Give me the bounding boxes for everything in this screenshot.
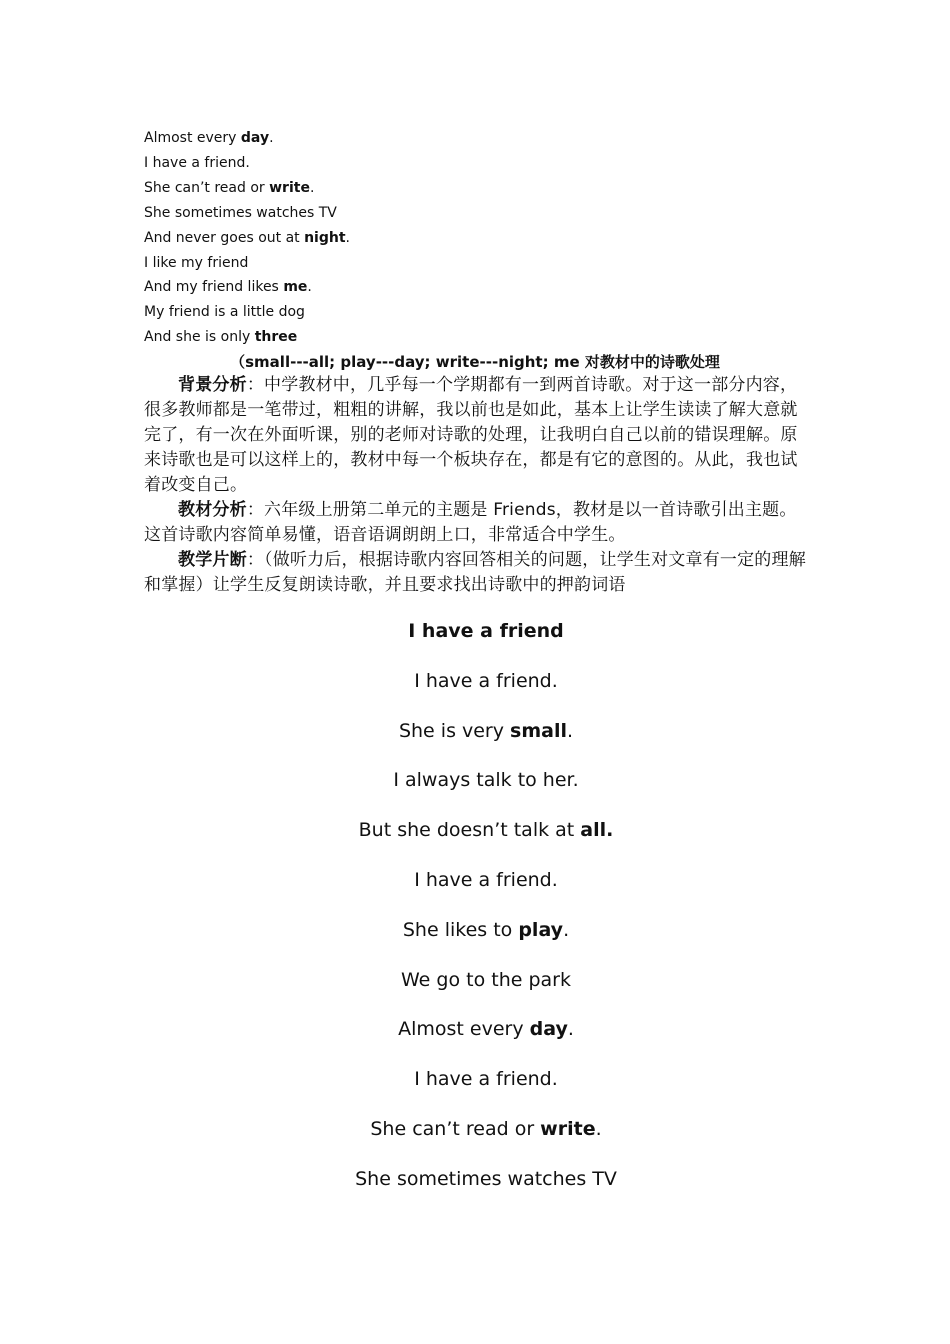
poem-line: And never goes out at night. [144, 229, 350, 246]
material-label: 教材分析 [178, 500, 247, 520]
poem-line: Almost every day. [398, 1018, 574, 1041]
poem-line: I have a friend. [414, 868, 558, 891]
poem-line: I have a friend. [414, 669, 558, 692]
section-heading: （small---all; play---day; write---night; me 对教材中的诗歌处理 [230, 353, 720, 371]
background-paragraph: 背景分析：中学教材中，几乎每一个学期都有一到两首诗歌。对于这一部分内容，很多教师都是一笔带过，粗粗的讲解，我以前也是如此，基本上让学生读读了解大意就完了，有一次在外面听课，别的老师对诗歌的处理，让我明白自己以前的错误理解。原来诗歌也是可以这样上的，教材中每一个板块存在，都是有它的意图的。从此，我也试着改变自己。 [144, 375, 798, 495]
analysis-section [144, 373, 806, 598]
poem-line: She sometimes watches TV [144, 204, 337, 221]
top-poem [144, 126, 804, 350]
poem-line: She is very small. [398, 719, 574, 742]
poem-line: I like my friend [144, 254, 249, 271]
material-paragraph: 教材分析：六年级上册第二单元的主题是 Friends，教材是以一首诗歌引出主题。这首诗歌内容简单易懂，语音语调朗朗上口，非常适合中学生。 [144, 500, 797, 545]
poem-line: And my friend likes me. [144, 279, 312, 296]
poem-line: I always talk to her. [393, 769, 579, 792]
poem-line: We go to the park [401, 968, 571, 991]
poem-line: My friend is a little dog [144, 304, 305, 321]
poem-line: I have a friend. [144, 154, 250, 171]
poem-line: But she doesn’t talk at all. [358, 819, 614, 842]
poem-line: She sometimes watches TV [355, 1167, 617, 1190]
poem-title: I have a friend [408, 620, 564, 642]
background-label: 背景分析 [178, 375, 247, 395]
poem-line: Almost every day. [144, 130, 274, 146]
center-poem [144, 607, 828, 1205]
poem-line: And she is only three [144, 329, 298, 346]
poem-line: She likes to play. [402, 918, 570, 941]
poem-line: She can’t read or write. [370, 1117, 602, 1140]
teaching-label: 教学片断 [178, 550, 247, 570]
poem-line: I have a friend. [414, 1068, 558, 1091]
poem-line: She can’t read or write. [144, 179, 315, 196]
teaching-paragraph: 教学片断：（做听力后，根据诗歌内容回答相关的问题，让学生对文章有一定的理解和掌握）让学生反复朗读诗歌，并且要求找出诗歌中的押韵词语 [144, 550, 806, 595]
